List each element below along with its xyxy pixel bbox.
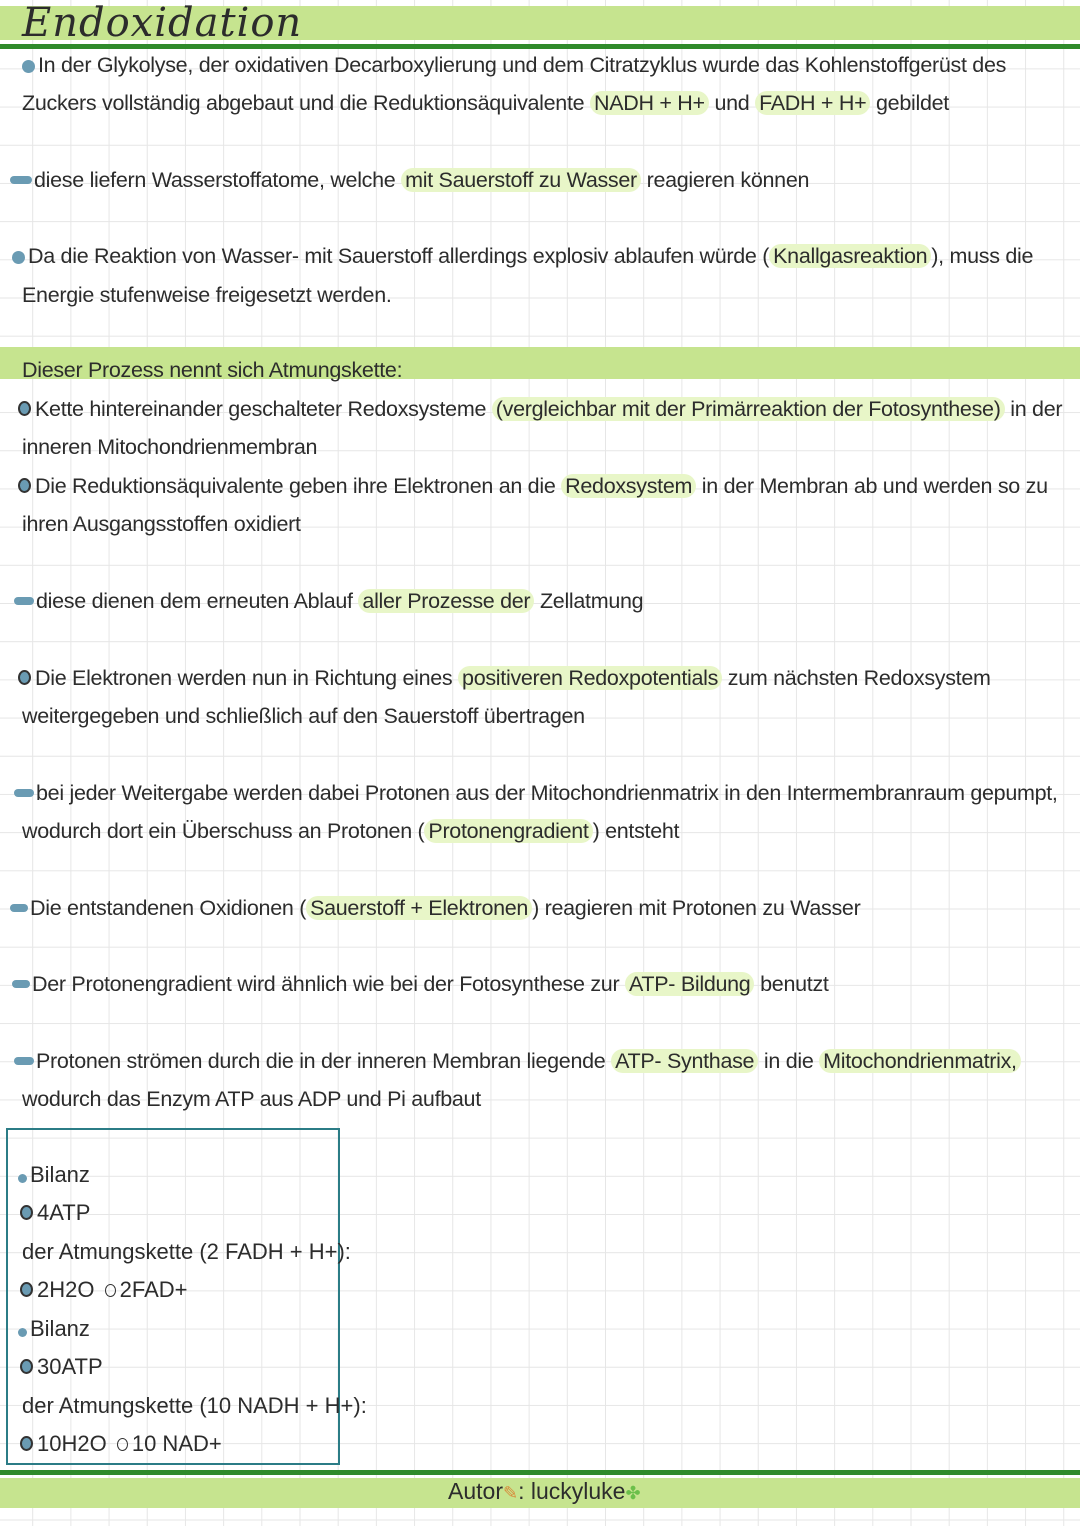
paragraph-reduction-line-1: Die Reduktionsäquivalente geben ihre Elektronen an die Redoxsystem in der Membran ab und werden so zu	[18, 471, 1048, 501]
fadh-chain: der Atmungskette (2 FADH + H+):	[22, 1239, 351, 1264]
bullet-dot-icon	[22, 60, 35, 73]
paragraph-reduction-line-2: ihren Ausgangsstoffen oxidiert	[22, 512, 301, 536]
paragraph-cell-respiration: diese dienen dem erneuten Ablauf aller Prozesse der Zellatmung	[14, 586, 643, 616]
highlight-atp-formation: ATP- Bildung	[625, 972, 754, 996]
nadh-atp: 30ATP	[20, 1352, 103, 1382]
paragraph-chain-line-1: Kette hintereinander geschalteter Redoxsysteme (vergleichbar mit der Primärreaktion der Fotosynthese) in der	[18, 394, 1062, 424]
bullet-dash-icon	[12, 980, 30, 988]
paragraph-knallgas-line-2: Energie stufenweise freigesetzt werden.	[22, 283, 392, 307]
bullet-ring-icon	[18, 401, 31, 416]
bullet-ring-icon	[105, 1284, 116, 1297]
clover-icon: ✤	[625, 1483, 641, 1503]
highlight-all-processes: aller Prozesse der	[358, 589, 534, 613]
nadh-products: 10H2O 10 NAD+	[20, 1429, 222, 1459]
nadh-chain: der Atmungskette (10 NADH + H+):	[22, 1393, 367, 1418]
bullet-ring-icon	[20, 1205, 33, 1220]
bullet-dot-icon	[18, 1328, 27, 1337]
highlight-atp-synthase: ATP- Synthase	[611, 1049, 758, 1073]
paragraph-atp-synthase-line-2: wodurch das Enzym ATP aus ADP und Pi aufbaut	[22, 1087, 481, 1111]
bullet-ring-icon	[18, 478, 31, 493]
paragraph-electrons-line-2: weitergegeben und schließlich auf den Sauerstoff übertragen	[22, 704, 585, 728]
bullet-dot-icon	[12, 251, 25, 264]
bullet-ring-icon	[117, 1438, 128, 1451]
nadh-balance-label: Bilanz	[18, 1314, 90, 1344]
bullet-dash-icon	[14, 597, 34, 605]
highlight-primary-reaction: (vergleichbar mit der Primärreaktion der Fotosynthese)	[492, 397, 1005, 421]
paragraph-protons-line-1: bei jeder Weitergabe werden dabei Protonen aus der Mitochondrienmatrix in den Intermembranraum gepumpt,	[14, 778, 1058, 808]
highlight-oxygen-electrons: Sauerstoff + Elektronen	[306, 896, 532, 920]
highlight-proton-gradient: Protonengradient	[424, 819, 592, 843]
author-credit: Autor✎: luckyluke✤	[448, 1478, 641, 1504]
paragraph-atp-formation: Der Protonengradient wird ähnlich wie bei der Fotosynthese zur ATP- Bildung benutzt	[12, 969, 829, 999]
page-title: Endoxidation	[22, 0, 303, 46]
fadh-atp: 4ATP	[20, 1198, 90, 1228]
bullet-ring-icon	[20, 1282, 33, 1297]
paragraph-electrons-line-1: Die Elektronen werden nun in Richtung eines positiveren Redoxpotentials zum nächsten Redoxsystem	[18, 663, 991, 693]
paragraph-knallgas-line-1: Da die Reaktion von Wasser- mit Sauerstoff allerdings explosiv ablaufen würde ( Knallgasreaktion ), muss die	[12, 241, 1033, 271]
highlight-redox-system: Redoxsystem	[561, 474, 696, 498]
bullet-ring-icon	[20, 1359, 33, 1374]
pencil-icon: ✎	[502, 1483, 519, 1503]
highlight-redox-potential: positiveren Redoxpotentials	[458, 666, 722, 690]
paragraph-chain-line-2: inneren Mitochondrienmembran	[22, 435, 318, 459]
bullet-dash-icon	[14, 789, 34, 797]
paragraph-atp-synthase-line-1: Protonen strömen durch die in der inneren Membran liegende ATP- Synthase in die Mitochondrienmatrix,	[14, 1046, 1021, 1076]
paragraph-protons-line-2: wodurch dort ein Überschuss an Protonen ( Protonengradient ) entsteht	[22, 819, 680, 843]
highlight-oxygen-water: mit Sauerstoff zu Wasser	[401, 168, 641, 192]
bullet-dash-icon	[10, 904, 28, 912]
intro-line-2: Zuckers vollständig abgebaut und die Reduktionsäquivalente NADH + H+ und FADH + H+ gebildet	[22, 91, 949, 115]
bullet-dash-icon	[14, 1057, 34, 1065]
highlight-nadh: NADH + H+	[590, 91, 709, 115]
bullet-ring-icon	[20, 1436, 33, 1451]
intro-line-1: In der Glykolyse, der oxidativen Decarboxylierung und dem Citratzyklus wurde das Kohlenstoffgerüst des	[22, 50, 1006, 80]
paragraph-hydrogen: diese liefern Wasserstoffatome, welche mit Sauerstoff zu Wasser reagieren können	[10, 165, 809, 195]
fadh-balance-label: Bilanz	[18, 1160, 90, 1190]
section-heading: Dieser Prozess nennt sich Atmungskette:	[22, 358, 403, 382]
bullet-ring-icon	[18, 670, 31, 685]
fadh-products: 2H2O 2FAD+	[20, 1275, 187, 1305]
bullet-dash-icon	[10, 176, 32, 184]
bullet-dot-icon	[18, 1174, 27, 1183]
paragraph-oxide-ions: Die entstandenen Oxidionen ( Sauerstoff + Elektronen ) reagieren mit Protonen zu Wasser	[10, 893, 860, 923]
highlight-mitochondrial-matrix: Mitochondrienmatrix,	[819, 1049, 1021, 1073]
highlight-fadh: FADH + H+	[755, 91, 870, 115]
highlight-knallgas: Knallgasreaktion	[769, 244, 931, 268]
